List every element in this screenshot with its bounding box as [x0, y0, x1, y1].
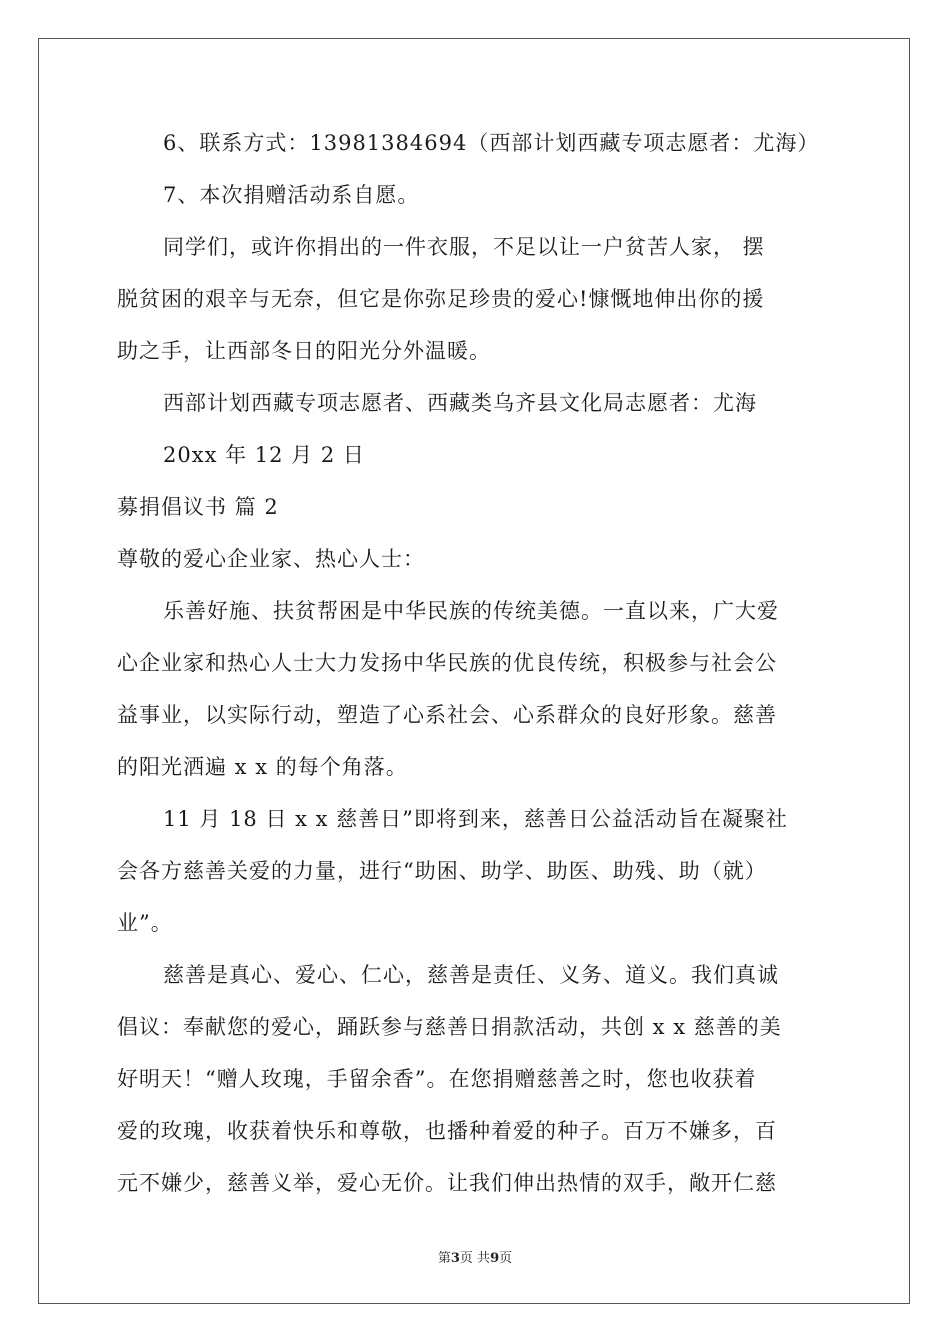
- text-line: 的阳光洒遍 x x 的每个角落。: [117, 755, 408, 779]
- text-line: 11 月 18 日 x x 慈善日”即将到来，慈善日公益活动旨在凝聚社: [163, 807, 788, 831]
- total-page-count: 9: [490, 1251, 500, 1266]
- text-line: 慈善是真心、爱心、仁心，慈善是责任、义务、道义。我们真诚: [163, 963, 779, 987]
- text-line: 业”。: [117, 911, 173, 935]
- text-line: 6、联系方式：13981384694（西部计划西藏专项志愿者：尤海）: [163, 131, 820, 155]
- footer-suffix: 页: [499, 1251, 513, 1266]
- footer-mid: 页 共: [459, 1251, 491, 1266]
- signature-line: 西部计划西藏专项志愿者、西藏类乌齐县文化局志愿者：尤海: [163, 391, 757, 415]
- salutation: 尊敬的爱心企业家、热心人士：: [117, 547, 425, 571]
- text-line: 会各方慈善关爱的力量，进行“助困、助学、助医、助残、助（就）: [117, 859, 767, 883]
- current-page-number: 3: [450, 1251, 460, 1266]
- text-line: 好明天！“赠人玫瑰，手留余香”。在您捐赠慈善之时，您也收获着: [117, 1067, 757, 1091]
- page-footer: [0, 1247, 950, 1266]
- footer-prefix: 第: [437, 1251, 451, 1266]
- text-line: 元不嫌少，慈善义举，爱心无价。让我们伸出热情的双手，敞开仁慈: [117, 1171, 777, 1195]
- text-line: 助之手，让西部冬日的阳光分外温暖。: [117, 339, 491, 363]
- text-line: 同学们，或许你捐出的一件衣服，不足以让一户贫苦人家， 摆: [163, 235, 765, 259]
- text-line: 7、本次捐赠活动系自愿。: [163, 183, 420, 207]
- section-heading: 募捐倡议书 篇 2: [117, 495, 279, 519]
- text-line: 倡议：奉献您的爱心，踊跃参与慈善日捐款活动，共创 x x 慈善的美: [117, 1015, 782, 1039]
- text-line: 心企业家和热心人士大力发扬中华民族的优良传统，积极参与社会公: [117, 651, 777, 675]
- text-line: 乐善好施、扶贫帮困是中华民族的传统美德。一直以来，广大爱: [163, 599, 779, 623]
- document-text: [117, 128, 837, 1198]
- text-line: 益事业，以实际行动，塑造了心系社会、心系群众的良好形象。慈善: [117, 703, 777, 727]
- text-line: 爱的玫瑰，收获着快乐和尊敬，也播种着爱的种子。百万不嫌多，百: [117, 1119, 777, 1143]
- date-line: 20xx 年 12 月 2 日: [163, 443, 365, 467]
- text-line: 脱贫困的艰辛与无奈，但它是你弥足珍贵的爱心!慷慨地伸出你的援: [117, 287, 765, 311]
- document-body: [117, 128, 837, 1220]
